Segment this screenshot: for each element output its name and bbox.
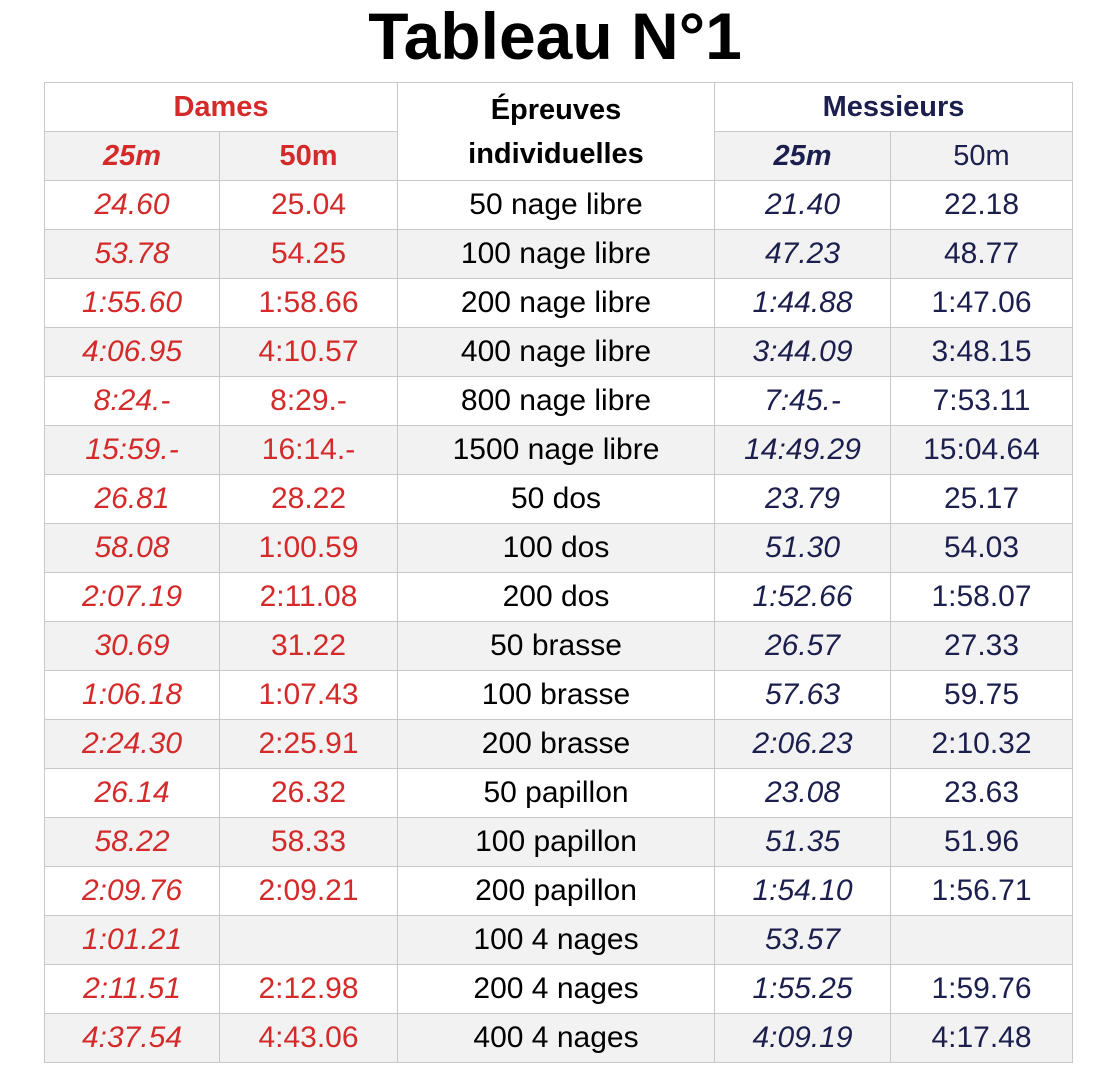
event-name-cell: 100 4 nages xyxy=(398,916,715,965)
dames-25m-cell: 15:59.- xyxy=(45,426,220,475)
messieurs-50m-cell: 51.96 xyxy=(891,818,1073,867)
dames-25m-cell: 58.22 xyxy=(45,818,220,867)
dames-25m-cell: 8:24.- xyxy=(45,377,220,426)
dames-25m-header: 25m xyxy=(45,132,220,181)
dames-50m-cell: 1:07.43 xyxy=(220,671,398,720)
messieurs-25m-cell: 57.63 xyxy=(715,671,891,720)
messieurs-25m-cell: 1:54.10 xyxy=(715,867,891,916)
messieurs-50m-cell: 7:53.11 xyxy=(891,377,1073,426)
table-row xyxy=(45,524,1073,573)
dames-50m-cell: 28.22 xyxy=(220,475,398,524)
dames-50m-cell: 26.32 xyxy=(220,769,398,818)
dames-25m-cell: 30.69 xyxy=(45,622,220,671)
dames-50m-cell: 16:14.- xyxy=(220,426,398,475)
dames-25m-cell: 4:37.54 xyxy=(45,1014,220,1063)
table-row xyxy=(45,475,1073,524)
messieurs-25m-cell: 51.30 xyxy=(715,524,891,573)
messieurs-50m-cell: 1:59.76 xyxy=(891,965,1073,1014)
table-row xyxy=(45,916,1073,965)
table-row xyxy=(45,965,1073,1014)
dames-25m-cell: 2:11.51 xyxy=(45,965,220,1014)
event-name-cell: 100 papillon xyxy=(398,818,715,867)
messieurs-25m-cell: 1:44.88 xyxy=(715,279,891,328)
table-row xyxy=(45,867,1073,916)
messieurs-25m-cell: 47.23 xyxy=(715,230,891,279)
dames-50m-cell: 2:12.98 xyxy=(220,965,398,1014)
dames-25m-cell: 26.81 xyxy=(45,475,220,524)
messieurs-50m-cell: 23.63 xyxy=(891,769,1073,818)
dames-25m-cell: 1:55.60 xyxy=(45,279,220,328)
dames-50m-cell: 2:11.08 xyxy=(220,573,398,622)
messieurs-25m-header: 25m xyxy=(715,132,891,181)
messieurs-25m-cell: 2:06.23 xyxy=(715,720,891,769)
dames-50m-cell: 2:25.91 xyxy=(220,720,398,769)
event-name-cell: 200 dos xyxy=(398,573,715,622)
messieurs-25m-cell: 1:52.66 xyxy=(715,573,891,622)
messieurs-header: Messieurs xyxy=(715,83,1073,132)
messieurs-25m-cell: 3:44.09 xyxy=(715,328,891,377)
event-name-cell: 100 nage libre xyxy=(398,230,715,279)
events-header-line1: Épreuves xyxy=(490,93,622,126)
event-name-cell: 1500 nage libre xyxy=(398,426,715,475)
dames-50m-cell xyxy=(220,916,398,965)
messieurs-50m-cell: 25.17 xyxy=(891,475,1073,524)
messieurs-50m-cell: 22.18 xyxy=(891,181,1073,230)
messieurs-50m-header: 50m xyxy=(891,132,1073,181)
messieurs-50m-cell: 2:10.32 xyxy=(891,720,1073,769)
dames-50m-cell: 4:43.06 xyxy=(220,1014,398,1063)
messieurs-50m-cell: 54.03 xyxy=(891,524,1073,573)
event-name-cell: 200 4 nages xyxy=(398,965,715,1014)
table-row xyxy=(45,279,1073,328)
event-name-cell: 50 papillon xyxy=(398,769,715,818)
dames-25m-cell: 4:06.95 xyxy=(45,328,220,377)
event-name-cell: 200 nage libre xyxy=(398,279,715,328)
messieurs-25m-cell: 51.35 xyxy=(715,818,891,867)
messieurs-25m-cell: 53.57 xyxy=(715,916,891,965)
dames-25m-cell: 1:01.21 xyxy=(45,916,220,965)
event-name-cell: 50 nage libre xyxy=(398,181,715,230)
table-row xyxy=(45,181,1073,230)
dames-50m-cell: 25.04 xyxy=(220,181,398,230)
dames-header: Dames xyxy=(45,83,398,132)
table-row xyxy=(45,573,1073,622)
dames-25m-cell: 58.08 xyxy=(45,524,220,573)
messieurs-25m-cell: 14:49.29 xyxy=(715,426,891,475)
messieurs-25m-cell: 7:45.- xyxy=(715,377,891,426)
table-row xyxy=(45,328,1073,377)
table-row xyxy=(45,230,1073,279)
messieurs-25m-cell: 23.79 xyxy=(715,475,891,524)
messieurs-50m-cell: 1:47.06 xyxy=(891,279,1073,328)
messieurs-25m-cell: 1:55.25 xyxy=(715,965,891,1014)
table-row xyxy=(45,818,1073,867)
times-table xyxy=(44,82,1073,1063)
dames-25m-cell: 1:06.18 xyxy=(45,671,220,720)
messieurs-50m-cell: 1:56.71 xyxy=(891,867,1073,916)
table-row xyxy=(45,720,1073,769)
table-row xyxy=(45,426,1073,475)
messieurs-25m-cell: 4:09.19 xyxy=(715,1014,891,1063)
messieurs-50m-cell: 4:17.48 xyxy=(891,1014,1073,1063)
dames-25m-cell: 53.78 xyxy=(45,230,220,279)
events-header-line2: individuelles xyxy=(468,137,644,170)
dames-25m-cell: 2:24.30 xyxy=(45,720,220,769)
page-title: Tableau N°1 xyxy=(368,0,742,73)
dames-50m-cell: 4:10.57 xyxy=(220,328,398,377)
messieurs-50m-cell: 27.33 xyxy=(891,622,1073,671)
messieurs-50m-cell xyxy=(891,916,1073,965)
messieurs-25m-cell: 23.08 xyxy=(715,769,891,818)
dames-50m-cell: 31.22 xyxy=(220,622,398,671)
table-row xyxy=(45,671,1073,720)
event-name-cell: 400 4 nages xyxy=(398,1014,715,1063)
dames-50m-cell: 1:00.59 xyxy=(220,524,398,573)
dames-50m-cell: 54.25 xyxy=(220,230,398,279)
event-name-cell: 100 brasse xyxy=(398,671,715,720)
event-name-cell: 400 nage libre xyxy=(398,328,715,377)
dames-50m-header: 50m xyxy=(220,132,398,181)
table-row xyxy=(45,377,1073,426)
dames-50m-cell: 1:58.66 xyxy=(220,279,398,328)
events-header xyxy=(398,83,715,181)
messieurs-50m-cell: 15:04.64 xyxy=(891,426,1073,475)
dames-50m-cell: 2:09.21 xyxy=(220,867,398,916)
messieurs-50m-cell: 3:48.15 xyxy=(891,328,1073,377)
event-name-cell: 200 brasse xyxy=(398,720,715,769)
messieurs-25m-cell: 21.40 xyxy=(715,181,891,230)
messieurs-50m-cell: 48.77 xyxy=(891,230,1073,279)
dames-50m-cell: 8:29.- xyxy=(220,377,398,426)
table-row xyxy=(45,1014,1073,1063)
dames-25m-cell: 2:07.19 xyxy=(45,573,220,622)
messieurs-50m-cell: 1:58.07 xyxy=(891,573,1073,622)
event-name-cell: 50 brasse xyxy=(398,622,715,671)
dames-25m-cell: 26.14 xyxy=(45,769,220,818)
messieurs-25m-cell: 26.57 xyxy=(715,622,891,671)
dames-25m-cell: 2:09.76 xyxy=(45,867,220,916)
dames-25m-cell: 24.60 xyxy=(45,181,220,230)
table-body xyxy=(45,181,1073,1063)
event-name-cell: 800 nage libre xyxy=(398,377,715,426)
event-name-cell: 200 papillon xyxy=(398,867,715,916)
messieurs-50m-cell: 59.75 xyxy=(891,671,1073,720)
table-row xyxy=(45,622,1073,671)
event-name-cell: 50 dos xyxy=(398,475,715,524)
table-row xyxy=(45,769,1073,818)
event-name-cell: 100 dos xyxy=(398,524,715,573)
dames-50m-cell: 58.33 xyxy=(220,818,398,867)
